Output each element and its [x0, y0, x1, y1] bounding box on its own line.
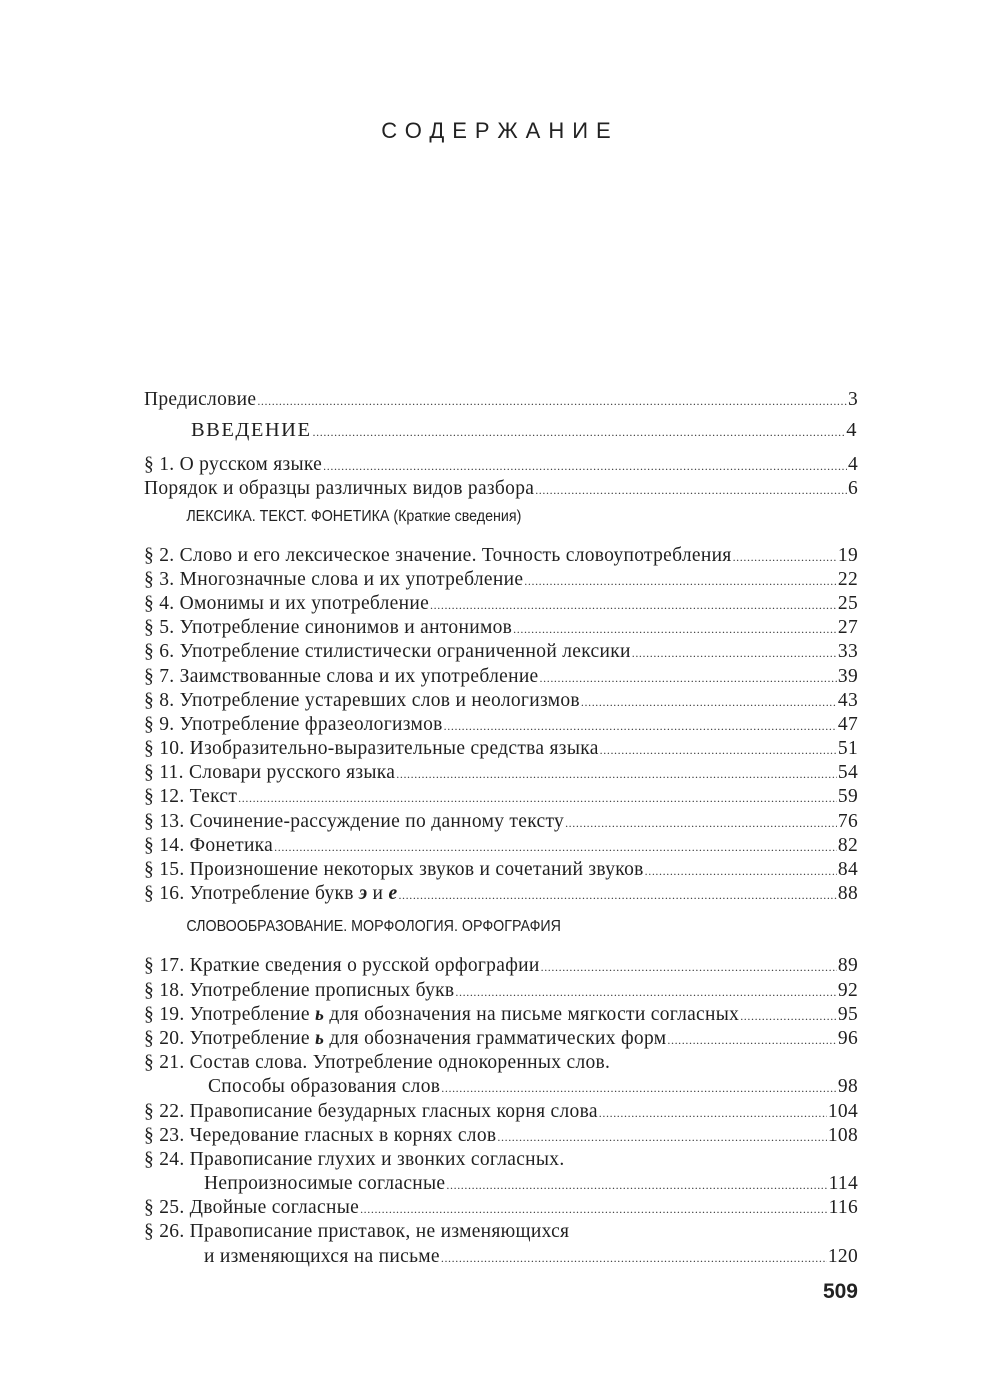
dot-leader	[733, 545, 837, 569]
letter-e: е	[388, 883, 398, 905]
toc-entry[interactable]	[144, 477, 858, 501]
dot-leader	[541, 955, 837, 979]
toc-entry-title: § 18. Употребление прописных букв	[144, 979, 455, 1001]
toc-entry[interactable]	[144, 640, 858, 664]
toc-entry[interactable]	[144, 810, 858, 834]
toc-entry-title: § 23. Чередование гласных в корнях слов	[144, 1124, 497, 1146]
toc-entry-title: § 25. Двойные согласные	[144, 1197, 360, 1219]
dot-leader	[535, 478, 847, 502]
toc-entry[interactable]	[144, 592, 858, 616]
dot-leader	[441, 1076, 837, 1100]
toc-entry[interactable]	[144, 858, 858, 882]
toc-entry-page: 114	[828, 1173, 858, 1195]
toc-entry-title: § 9. Употребление фразеологизмов	[144, 713, 443, 735]
dot-leader	[441, 1246, 827, 1270]
section-heading-morphology: СЛОВООБРАЗОВАНИЕ. МОРФОЛОГИЯ. ОРФОГРАФИЯ	[186, 918, 561, 936]
toc-entry-page: 76	[837, 810, 858, 832]
toc-entry-title: § 20. Употребление ь для обозначения грамматических форм	[144, 1027, 667, 1049]
toc-entry-title: § 6. Употребление стилистически ограниченной лексики	[144, 641, 631, 663]
toc-entry[interactable]	[144, 1027, 858, 1051]
toc-entry[interactable]	[144, 834, 858, 858]
toc-entry-page: 3	[847, 389, 858, 410]
dot-leader	[398, 883, 836, 907]
dot-leader	[740, 1004, 837, 1028]
dot-leader	[455, 980, 836, 1004]
toc-entry[interactable]	[144, 568, 858, 592]
toc-entry-title: § 7. Заимствованные слова и их употребление	[144, 665, 539, 687]
dot-leader	[430, 593, 837, 617]
dot-leader	[274, 835, 837, 859]
toc-entry-title: § 2. Слово и его лексическое значение. Точность словоупотребления	[144, 544, 732, 566]
toc-entry-page: 116	[828, 1197, 858, 1219]
soft-sign-letter: ь	[314, 1027, 325, 1049]
toc-entry-title: Предисловие	[144, 389, 257, 410]
toc-entry-line[interactable]: § 21. Состав слова. Употребление однокоренных слов.	[144, 1052, 611, 1074]
toc-entry[interactable]	[144, 544, 858, 568]
toc-entry-page: 19	[837, 544, 858, 566]
toc-entry-title: Способы образования слов	[208, 1076, 441, 1098]
toc-entry-title: § 17. Краткие сведения о русской орфографии	[144, 955, 540, 977]
toc-entry[interactable]	[144, 979, 858, 1003]
page-number: 509	[822, 1280, 858, 1303]
page-title: СОДЕРЖАНИЕ	[381, 118, 619, 143]
toc-entry-line[interactable]: § 26. Правописание приставок, не изменяющихся	[144, 1221, 570, 1243]
dot-leader	[313, 414, 846, 450]
toc-entry-page: 39	[837, 665, 858, 687]
toc-entry-introduction[interactable]	[144, 412, 858, 448]
toc-entry-page: 33	[837, 641, 858, 663]
toc-entry-page: 89	[837, 955, 858, 977]
dot-leader	[257, 389, 847, 413]
toc-entry[interactable]	[144, 453, 858, 477]
dot-leader	[396, 762, 837, 786]
toc-entry[interactable]	[144, 1003, 858, 1027]
toc-entry-title: Порядок и образцы различных видов разбора	[144, 478, 535, 500]
toc-entry-page: 43	[837, 689, 858, 711]
toc-entry-page: 96	[837, 1027, 858, 1049]
dot-leader	[446, 1173, 827, 1197]
toc-entry-title: § 22. Правописание безударных гласных корня слова	[144, 1100, 598, 1122]
toc-entry[interactable]	[144, 1124, 858, 1148]
toc-entry-title: § 8. Употребление устаревших слов и неологизмов	[144, 689, 580, 711]
toc-entry[interactable]	[144, 785, 858, 809]
section-lexicon-list	[144, 544, 858, 883]
toc-entry-page: 27	[837, 617, 858, 639]
dot-leader	[600, 738, 837, 762]
toc-entry-page: 59	[837, 786, 858, 808]
toc-entry-title: ВВЕДЕНИЕ	[191, 419, 312, 442]
dot-leader	[238, 786, 837, 810]
table-of-contents	[144, 388, 858, 1269]
toc-entry-page: 104	[827, 1100, 858, 1122]
toc-entry[interactable]	[144, 954, 858, 978]
dot-leader	[444, 714, 837, 738]
toc-entry[interactable]	[144, 1196, 858, 1220]
toc-entry-title: § 11. Словари русского языка	[144, 762, 396, 784]
toc-entry-title: § 16. Употребление букв э и е	[144, 883, 398, 905]
toc-entry[interactable]	[144, 737, 858, 761]
toc-entry-line[interactable]: § 24. Правописание глухих и звонких согласных.	[144, 1148, 565, 1170]
toc-entry-title: § 12. Текст	[144, 786, 238, 808]
dot-leader	[667, 1028, 837, 1052]
toc-entry-title: и изменяющихся на письме	[204, 1245, 440, 1267]
toc-entry-page: 6	[847, 478, 858, 500]
toc-entry-title: § 1. О русском языке	[144, 454, 323, 476]
toc-entry-page: 54	[837, 762, 858, 784]
soft-sign-letter: ь	[314, 1003, 325, 1025]
toc-entry-page: 84	[837, 859, 858, 880]
toc-entry-title: § 3. Многозначные слова и их употребление	[144, 568, 524, 590]
toc-entry-page: 108	[827, 1124, 858, 1146]
toc-entry-title: § 4. Омонимы и их употребление	[144, 592, 430, 614]
toc-entry[interactable]	[144, 761, 858, 785]
toc-entry-page: 82	[837, 834, 858, 856]
toc-entry-title: § 5. Употребление синонимов и антонимов	[144, 617, 513, 639]
toc-entry-title: § 10. Изобразительно-выразительные средства языка	[144, 738, 599, 760]
toc-entry-page: 47	[837, 713, 858, 735]
toc-entry[interactable]	[144, 713, 858, 737]
toc-entry-title: § 14. Фонетика	[144, 834, 274, 856]
toc-entry-page: 51	[837, 738, 858, 760]
dot-leader	[581, 690, 837, 714]
toc-entry-page: 98	[837, 1076, 858, 1098]
toc-entry-title: § 13. Сочинение-рассуждение по данному тексту	[144, 810, 565, 832]
toc-entry-page: 95	[837, 1003, 858, 1025]
dot-leader	[540, 666, 837, 690]
dot-leader	[323, 454, 847, 478]
toc-entry-preface[interactable]	[144, 388, 858, 412]
section-heading-lexicon: ЛЕКСИКА. ТЕКСТ. ФОНЕТИКА (Краткие сведения)	[186, 507, 522, 525]
dot-leader	[599, 1101, 827, 1125]
letter-e-reverse: э	[358, 883, 368, 905]
dot-leader	[565, 811, 837, 835]
toc-entry-title: § 15. Произношение некоторых звуков и сочетаний звуков	[144, 859, 644, 880]
toc-entry-page: 120	[827, 1245, 858, 1267]
toc-entry-page: 22	[837, 568, 858, 590]
toc-entry[interactable]	[144, 665, 858, 689]
dot-leader	[513, 617, 837, 641]
dot-leader	[645, 859, 837, 883]
toc-entry-page: 4	[846, 419, 858, 442]
dot-leader	[632, 641, 837, 665]
toc-entry-page: 88	[837, 883, 858, 905]
toc-entry[interactable]	[144, 1100, 858, 1124]
toc-entry-page: 92	[837, 979, 858, 1001]
toc-entry[interactable]	[144, 616, 858, 640]
toc-entry[interactable]	[144, 1172, 858, 1196]
dot-leader	[524, 569, 837, 593]
toc-entry[interactable]	[144, 1075, 858, 1099]
toc-entry[interactable]	[144, 1245, 858, 1269]
dot-leader	[497, 1125, 826, 1149]
toc-entry-title: Непроизносимые согласные	[204, 1173, 446, 1195]
toc-entry-page: 4	[847, 454, 858, 476]
toc-entry-page: 25	[837, 592, 858, 614]
dot-leader	[360, 1197, 828, 1221]
toc-entry[interactable]	[144, 689, 858, 713]
toc-entry[interactable]	[144, 882, 858, 906]
toc-entry-title: § 19. Употребление ь для обозначения на письме мягкости согласных	[144, 1003, 740, 1025]
